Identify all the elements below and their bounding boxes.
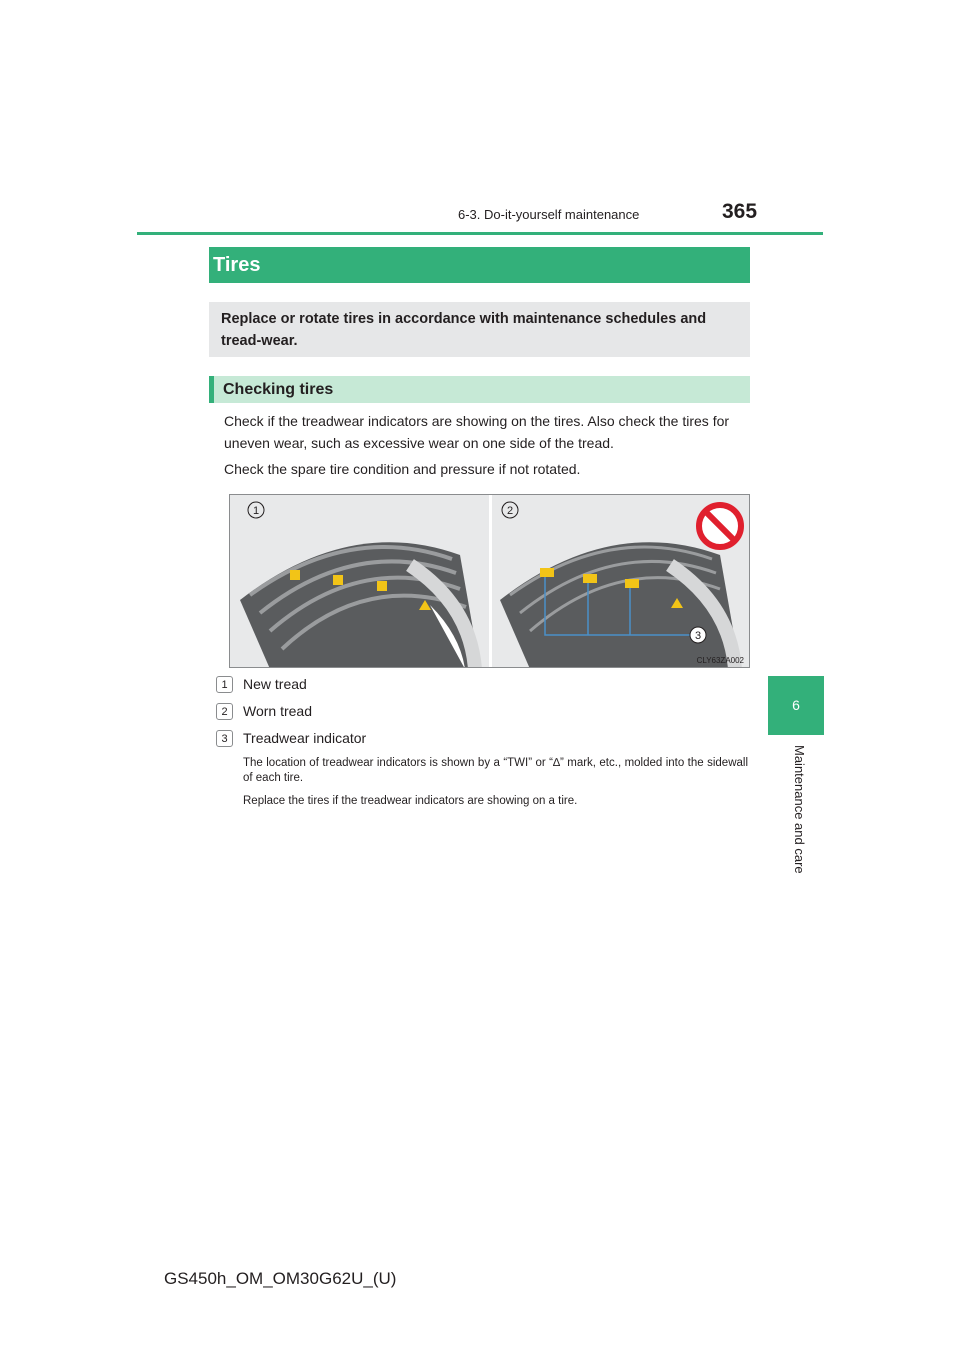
chapter-title: Maintenance and care [792, 745, 807, 874]
page-number: 365 [722, 200, 758, 223]
figure-code: CLY63ZA002 [696, 656, 744, 665]
section-title-text: Tires [213, 254, 261, 276]
summary-box: Replace or rotate tires in accordance with maintenance schedules and tread-wear. [209, 302, 750, 357]
figure-callout-3: 3 [694, 630, 702, 642]
tire-new-tread-illustration [240, 542, 480, 668]
prohibited-icon [699, 505, 741, 547]
footer-document-code: GS450h_OM_OM30G62U_(U) [164, 1269, 397, 1288]
legend-label-3: Treadwear indicator [243, 730, 367, 746]
figure-callout-1: 1 [252, 505, 260, 517]
legend-number-2: 2 [216, 703, 233, 720]
chapter-tab: 6 [768, 676, 824, 735]
note-paragraph-1: The location of treadwear indicators is shown by a “TWI” or “∆” mark, etc., molded into the sidewall of each tire. [243, 757, 748, 784]
legend-number-1: 1 [216, 676, 233, 693]
tire-worn-tread-illustration [500, 542, 740, 668]
figure-callout-2: 2 [506, 505, 514, 517]
note-paragraph-2: Replace the tires if the treadwear indicators are showing on a tire. [243, 795, 578, 807]
section-title [209, 247, 750, 283]
legend-label-1: New tread [243, 676, 307, 692]
legend-label-2: Worn tread [243, 703, 312, 719]
header-divider [137, 232, 823, 235]
body-paragraph-1: Check if the treadwear indicators are showing on the tires. Also check the tires for uneven wear, such as excessive wear on one side of the tread. [224, 413, 730, 451]
tire-tread-figure [229, 494, 750, 668]
subsection-title: Checking tires [209, 376, 750, 403]
legend-number-3: 3 [216, 730, 233, 747]
header-section-title: 6-3. Do-it-yourself maintenance [458, 207, 640, 222]
body-paragraph-2: Check the spare tire condition and pressure if not rotated. [224, 461, 581, 477]
tire-tread-illustration [230, 495, 750, 668]
